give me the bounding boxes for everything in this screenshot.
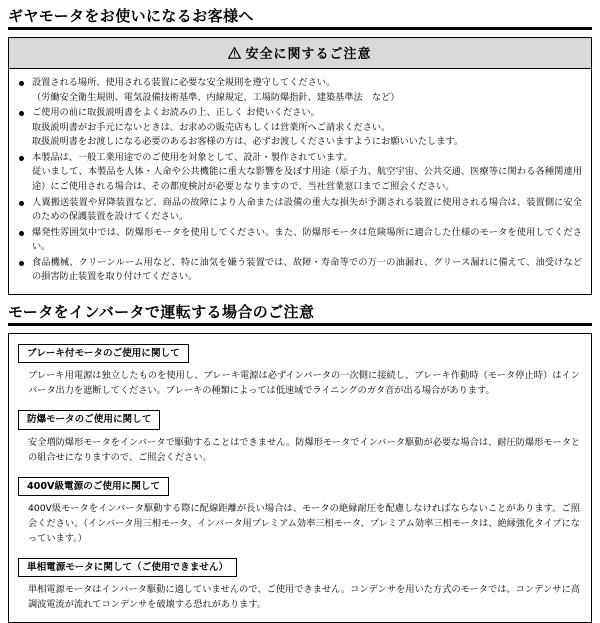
safety-notice-header-label: 安全に関するご注意: [245, 47, 372, 63]
brake-motor-body: ブレーキ用電源は独立したものを使用し、ブレーキ電源は必ずインバータの一次側に接続し、ブレーキ作動時（モータ停止時）はインバータ出力を遮断してください。ブレーキの種類によっては低速域でライニングのガタ音が出る場合があります。: [28, 370, 580, 397]
page-title: ギヤモータをお使いになるお客様へ: [8, 8, 592, 30]
list-item: [18, 196, 582, 225]
safety-notice-header: [9, 38, 591, 69]
inverter-notes-box: [8, 333, 592, 623]
bullet-subtext: （労働安全衛生規則、電気設備技術基準、内線規定、工場防爆指針、建築基準法 など）: [32, 91, 400, 103]
safety-notice-box: [8, 37, 592, 294]
list-item: [18, 151, 582, 195]
bullet-text: 設置される場所、使用される装置に必要な安全規則を遵守してください。: [32, 77, 336, 89]
bullet-text: 爆発性雰囲気中では、防爆形モータを使用してください。また、防爆形モータは危険場所に適合した仕様のモータを使用してください。: [32, 226, 582, 253]
list-item: [18, 76, 582, 105]
list-item: [18, 106, 582, 150]
bullet-text: 人翼搬送装置や昇降装置など、商品の故障により人命または設備の重大な損失が予測される装置に使用される場合は、装置側に安全のための保護装置を設けてください。: [32, 196, 582, 223]
safety-notice-body: [9, 69, 591, 293]
bullet-text: 食品機械、クリーンルーム用など、特に油気を嫌う装置では、故障・寿命等での万一の油漏れ、グリース漏れに備えて、油受けなどの損害防止装置を取り付けてください。: [32, 256, 582, 283]
explosion-proof-motor-body: 安全増防爆形モータをインバータで駆動することはできません。防爆形モータでインバータ駆動が必要な場合は、耐圧防爆形モータとの組合せになりますので、ご照会ください。: [28, 436, 580, 463]
400v-power-body: 400V級モータをインバータ駆動する際に配線距離が長い場合は、モータの絶縁耐圧を配慮しなければならないことがあります。ご照会ください。（インバータ用三相モータ、インバータ用プレミアム効率三相モータ、プレミアム効率三相モータは、絶縁強化タイプになっています。）: [28, 503, 580, 544]
explosion-proof-motor-heading: 防爆モータのご使用に関して: [18, 410, 160, 430]
bullet-text: ご使用の前に取扱説明書をよくお読みの上、正しく お使いください。: [32, 107, 320, 119]
bullet-subtext: 取扱説明書がお手元にないときは、お求めの販売店もしくは営業所へご請求ください。: [32, 121, 391, 133]
list-item: [18, 256, 582, 285]
brake-motor-heading: ブレーキ付モータのご使用に関して: [18, 344, 189, 364]
bullet-text: 本製品は、一般工業用途でのご使用を対象として、設計・製作されています。: [32, 151, 353, 163]
bullet-subtext: 取扱説明書をお渡しになる必要のあるお客様の方は、必ずお渡しくださいますようにお願いいたします。: [32, 136, 464, 148]
400v-power-heading: 400V級電源のご使用に関して: [18, 477, 169, 497]
warning-triangle-icon: [228, 47, 241, 63]
single-phase-motor-heading: 単相電源モータに関して（ご使用できません）: [18, 558, 237, 578]
single-phase-motor-body: 単相電源モータはインバータ駆動に適していませんので、ご使用できません。コンデンサを用いた方式のモータでは、コンデンサに高調波電流が流れてコンデンサを破壊する恐れがあります。: [28, 584, 580, 611]
safety-bullet-list: [18, 76, 582, 284]
list-item: [18, 226, 582, 255]
inverter-section-title: モータをインバータで運転する場合のご注意: [8, 304, 592, 326]
bullet-subtext: 従いまして、本製品を人体・人命や公共機能に重大な影響を及ぼす用途（原子力、航空宇宙、公共交通、医療等に関わる各種関連用途）にご使用される場合は、その都度検討が必要となりますので、当社営業窓口までご照会ください。: [32, 166, 582, 192]
